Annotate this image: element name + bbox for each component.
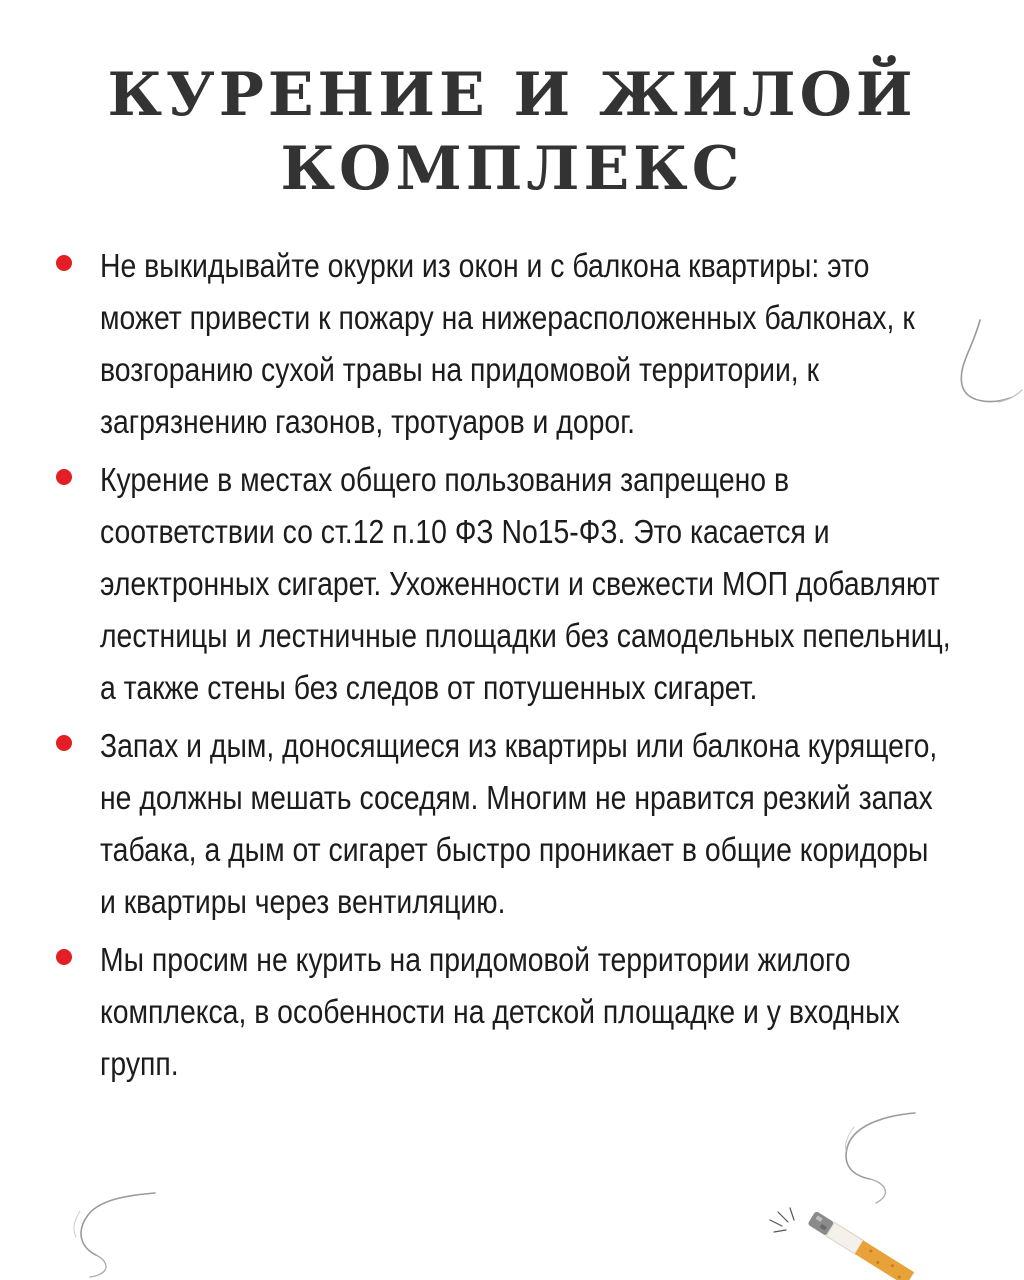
cigarette-icon	[760, 1200, 920, 1280]
smoke-swirl-icon	[60, 1185, 170, 1280]
bullet-dot-icon	[56, 949, 72, 965]
list-item-text: Мы просим не курить на придомовой территории жилого комплекса, в особенности на детской площадке и у входных групп.	[100, 941, 900, 1082]
list-item	[54, 240, 954, 448]
list-item-text: Не выкидывайте окурки из окон и с балкона квартиры: это может привести к пожару на нижерасположенных балконах, к возгоранию сухой травы на придомовой территории, к загрязнению газонов, тротуаров и дорог.	[100, 247, 915, 440]
list-item-text: Курение в местах общего пользования запрещено в соответствии со ст.12 п.10 ФЗ No15-ФЗ. Это касается и электронных сигарет. Ухоженности и свежести МОП добавляют лестницы и лестничные площадки без самодельных пепельниц, а также стены без следов от потушенных сигарет.	[100, 461, 951, 706]
list-item	[54, 934, 954, 1090]
list-item	[54, 454, 954, 714]
list-item-text: Запах и дым, доносящиеся из квартиры или балкона курящего, не должны мешать соседям. Многим не нравится резкий запах табака, а дым от сигарет быстро проникает в общие коридоры и квартиры через вентиляцию.	[100, 727, 938, 920]
title-line-2: КОМПЛЕКС	[280, 134, 744, 204]
rules-list	[54, 240, 954, 1096]
bullet-dot-icon	[56, 735, 72, 751]
page-title	[0, 58, 1024, 206]
smoke-swirl-icon	[820, 1105, 930, 1215]
smoke-swirl-icon	[950, 310, 1024, 420]
list-item	[54, 720, 954, 928]
title-line-1: КУРЕНИЕ И ЖИЛОЙ	[107, 60, 917, 130]
bullet-dot-icon	[56, 469, 72, 485]
bullet-dot-icon	[56, 255, 72, 271]
